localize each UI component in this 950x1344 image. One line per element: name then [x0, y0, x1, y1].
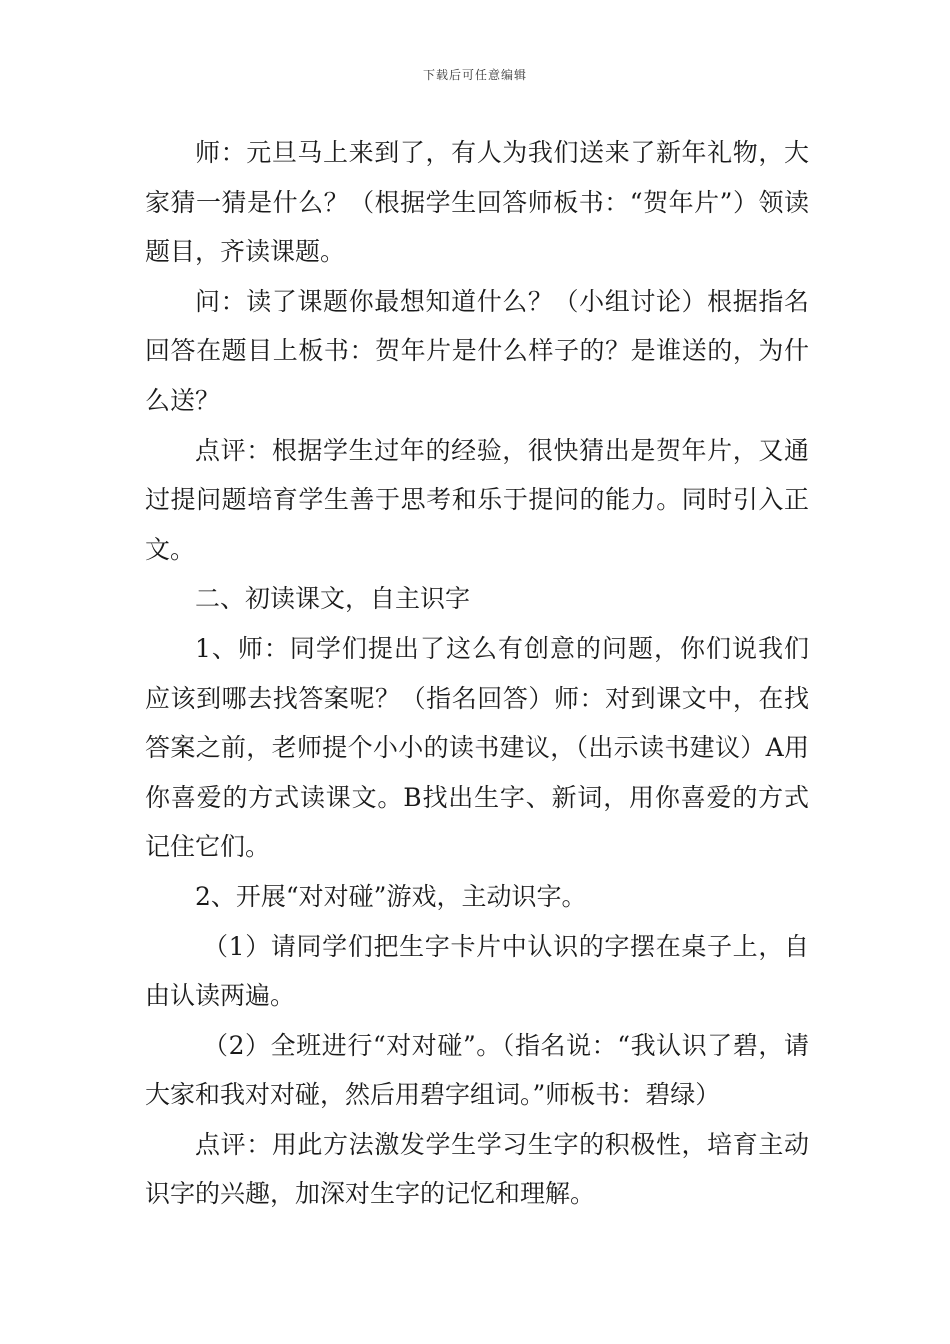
- document-body: [145, 128, 809, 1219]
- paragraph-substep-2: （2）全班进行“对对碰”。（指名说：“我认识了碧，请大家和我对对碰，然后用碧字组词。”师板书：碧绿）: [145, 1030, 809, 1110]
- paragraph-comment-1: 点评：根据学生过年的经验，很快猜出是贺年片，又通过提问题培育学生善于思考和乐于提问的能力。同时引入正文。: [145, 435, 809, 564]
- page-header: 下载后可任意编辑: [422, 68, 527, 82]
- paragraph-step-2: 2、开展“对对碰”游戏，主动识字。: [195, 881, 587, 911]
- paragraph-substep-1: （1）请同学们把生字卡片中认识的字摆在桌子上，自由认读两遍。: [145, 931, 809, 1011]
- section-heading-reading: 二、初读课文，自主识字: [195, 584, 471, 614]
- paragraph-intro-teacher: 师：元旦马上来到了，有人为我们送来了新年礼物，大家猜一猜是什么？（根据学生回答师板书：“贺年片”）领读题目，齐读课题。: [145, 138, 809, 267]
- paragraph-comment-2: 点评：用此方法激发学生学习生字的积极性，培育主动识字的兴趣，加深对生字的记忆和理解。: [145, 1129, 809, 1209]
- paragraph-question: 问：读了课题你最想知道什么？（小组讨论）根据指名回答在题目上板书：贺年片是什么样子的？是谁送的，为什么送？: [145, 286, 809, 415]
- paragraph-step-1: 1、师：同学们提出了这么有创意的问题，你们说我们应该到哪去找答案呢？（指名回答）师：对到课文中，在找答案之前，老师提个小小的读书建议，（出示读书建议）A用你喜爱的方式读课文。B找出生字、新词，用你喜爱的方式记住它们。: [145, 633, 809, 862]
